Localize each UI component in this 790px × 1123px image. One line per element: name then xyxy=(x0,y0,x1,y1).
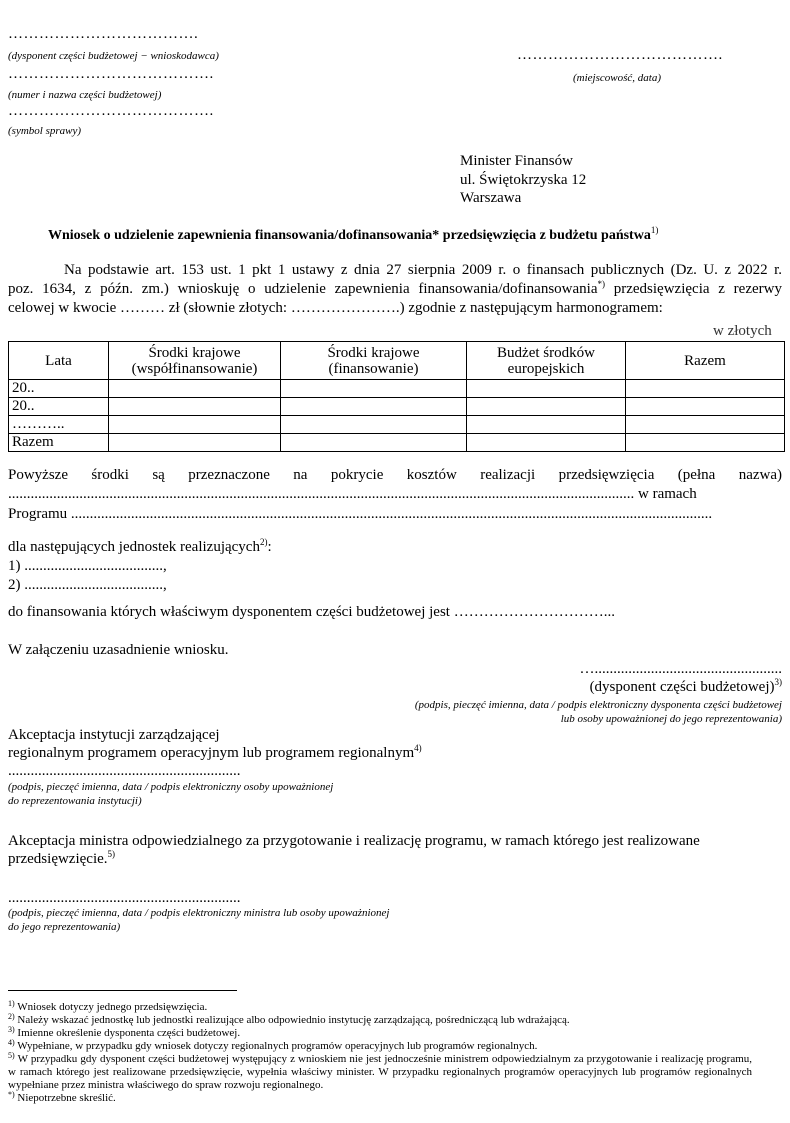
row-label: 20.. xyxy=(9,398,109,416)
table-cell[interactable] xyxy=(626,434,785,452)
table-cell[interactable] xyxy=(626,398,785,416)
applicant-dots[interactable]: ………………………………. xyxy=(8,26,199,42)
table-cell[interactable] xyxy=(281,434,467,452)
acceptance-institution-dots[interactable]: .............................................................. xyxy=(8,763,241,779)
signature-caption-1: (podpis, pieczęć imienna, data / podpis elektroniczny dysponenta części budżetowej xyxy=(414,699,782,711)
attachment-note: W załączeniu uzasadnienie wniosku. xyxy=(8,642,229,658)
case-symbol-caption: (symbol sprawy) xyxy=(8,125,82,137)
col-header-years: Lata xyxy=(9,342,109,380)
col-header-national-financing: Środki krajowe (finansowanie) xyxy=(281,342,467,380)
signature-caption-2: lub osoby upoważnionej do jego reprezentowania) xyxy=(560,713,782,725)
footnote-item: $^{1)}$ Wniosek dotyczy jednego przedsięwzięcia. xyxy=(8,999,208,1013)
table-cell[interactable] xyxy=(281,416,467,434)
addressee-street: ul. Świętokrzyska 12 xyxy=(460,172,587,188)
purpose-line-3[interactable]: Programu ........................................................................................................................................................................... xyxy=(8,506,713,522)
table-cell[interactable] xyxy=(109,434,281,452)
col-header-national-cofinancing: Środki krajowe (współfinansowanie) xyxy=(109,342,281,380)
table-row xyxy=(9,416,785,434)
acceptance-minister-line-1: Akceptacja ministra odpowiedzialnego za przygotowanie i realizację programu, w ramach którego jest realizowane xyxy=(8,833,700,849)
col-header-eu-budget: Budżet środków europejskich xyxy=(467,342,626,380)
place-date-caption: (miejscowość, data) xyxy=(573,72,661,84)
addressee-city: Warszawa xyxy=(460,190,522,206)
footnote-item: $^{5)}$ W przypadku gdy dysponent części budżetowej występujący z wnioskiem nie jest jednocześnie ministrem odpowiedzialnym za przygotowanie i realizację programu, w ramach którego jest realizowane przedsięwzięcie, wypełnia właściwy minister. W przypadku regionalnych programów operacyjnych lub programów regionalnych wypełniane przez ministra właściwego do spraw rozwoju regionalnego. xyxy=(8,1051,753,1091)
acceptance-minister-line-2: przedsięwzięcie.$^{5)}$ xyxy=(8,849,116,867)
table-cell[interactable] xyxy=(467,416,626,434)
table-cell[interactable] xyxy=(467,434,626,452)
applicant-caption: (dysponent części budżetowej − wnioskodawca) xyxy=(8,50,219,62)
row-label: Razem xyxy=(9,434,109,452)
schedule-table xyxy=(8,341,785,452)
acceptance-institution-line-1: Akceptacja instytucji zarządzającej xyxy=(8,727,220,743)
table-cell[interactable] xyxy=(626,416,785,434)
disposer-line[interactable]: do finansowania których właściwym dysponentem części budżetowej jest …………………………... xyxy=(8,604,615,620)
footnote-item: $^{3)}$ Imienne określenie dysponenta części budżetowej. xyxy=(8,1025,241,1039)
signature-label: (dysponent części budżetowej)$^{3)}$ xyxy=(589,677,782,695)
table-row xyxy=(9,398,785,416)
addressee-name: Minister Finansów xyxy=(460,153,573,169)
intro-line-2: poz. 1634, z późn. zm.) wnioskuję o udzielenie zapewnienia finansowania/dofinansowania*) przedsięwzięcia z rezerwy xyxy=(8,279,782,297)
footnote-item: $^{4)}$ Wypełniane, w przypadku gdy wniosek dotyczy regionalnych programów operacyjnych lub programów regionalnych. xyxy=(8,1038,538,1052)
table-header-row xyxy=(9,342,785,380)
budget-part-caption: (numer i nazwa części budżetowej) xyxy=(8,89,162,101)
currency-unit: w złotych xyxy=(713,323,772,339)
place-date-dots[interactable]: …………………………………. xyxy=(517,47,723,63)
row-label: 20.. xyxy=(9,380,109,398)
col-header-total: Razem xyxy=(626,342,785,380)
case-symbol-dots[interactable]: …………………………………. xyxy=(8,103,214,119)
footnotes xyxy=(8,1001,752,1105)
budget-part-dots[interactable]: …………………………………. xyxy=(8,66,214,82)
table-cell[interactable] xyxy=(281,380,467,398)
table-cell[interactable] xyxy=(109,416,281,434)
table-row xyxy=(9,380,785,398)
acceptance-minister-caption-1: (podpis, pieczęć imienna, data / podpis elektroniczny ministra lub osoby upoważnionej xyxy=(8,907,390,919)
footnote-item: $^{2)}$ Należy wskazać jednostkę lub jednostki realizujące albo odpowiednio instytucję zarządzającą, pośredniczącą lub wdrażającą. xyxy=(8,1012,570,1026)
footnote-separator xyxy=(8,990,237,991)
table-cell[interactable] xyxy=(109,380,281,398)
table-cell[interactable] xyxy=(467,380,626,398)
table-cell[interactable] xyxy=(467,398,626,416)
acceptance-minister-caption-2: do jego reprezentowania) xyxy=(8,921,121,933)
acceptance-institution-caption-2: do reprezentowania instytucji) xyxy=(8,795,142,807)
table-row xyxy=(9,434,785,452)
table-cell[interactable] xyxy=(626,380,785,398)
footnote-item: *) Niepotrzebne skreślić. xyxy=(8,1090,116,1104)
document-title: Wniosek o udzielenie zapewnienia finansowania/dofinansowania* przedsięwzięcia z budżetu państwa$^{1)}$ xyxy=(48,225,659,243)
table-cell[interactable] xyxy=(281,398,467,416)
intro-line-3: celowej w kwocie ……… zł (słownie złotych: ………………….) zgodnie z następującym harmonogramem: xyxy=(8,300,663,316)
acceptance-minister-dots[interactable]: .............................................................. xyxy=(8,890,241,906)
implementing-unit-2[interactable]: 2) ....................................., xyxy=(8,577,167,593)
purpose-line-2[interactable]: ....................................................................................................................................................................... w ramach xyxy=(8,486,697,502)
table-cell[interactable] xyxy=(109,398,281,416)
purpose-line-1: Powyższe środki są przeznaczone na pokrycie kosztów realizacji przedsięwzięcia (pełna nazwa) xyxy=(8,467,782,483)
acceptance-institution-line-2: regionalnym programem operacyjnym lub programem regionalnym$^{4)}$ xyxy=(8,743,422,761)
acceptance-institution-caption-1: (podpis, pieczęć imienna, data / podpis elektroniczny osoby upoważnionej xyxy=(8,781,334,793)
implementing-units-label: dla następujących jednostek realizujących$^{2)}$: xyxy=(8,537,272,555)
row-label: ……….. xyxy=(9,416,109,434)
intro-line-1: Na podstawie art. 153 ust. 1 pkt 1 ustawy z dnia 27 sierpnia 2009 r. o finansach publicznych (Dz. U. z 2022 r. xyxy=(64,262,782,278)
signature-dots[interactable]: ….................................................. xyxy=(579,661,782,677)
implementing-unit-1[interactable]: 1) ....................................., xyxy=(8,558,167,574)
